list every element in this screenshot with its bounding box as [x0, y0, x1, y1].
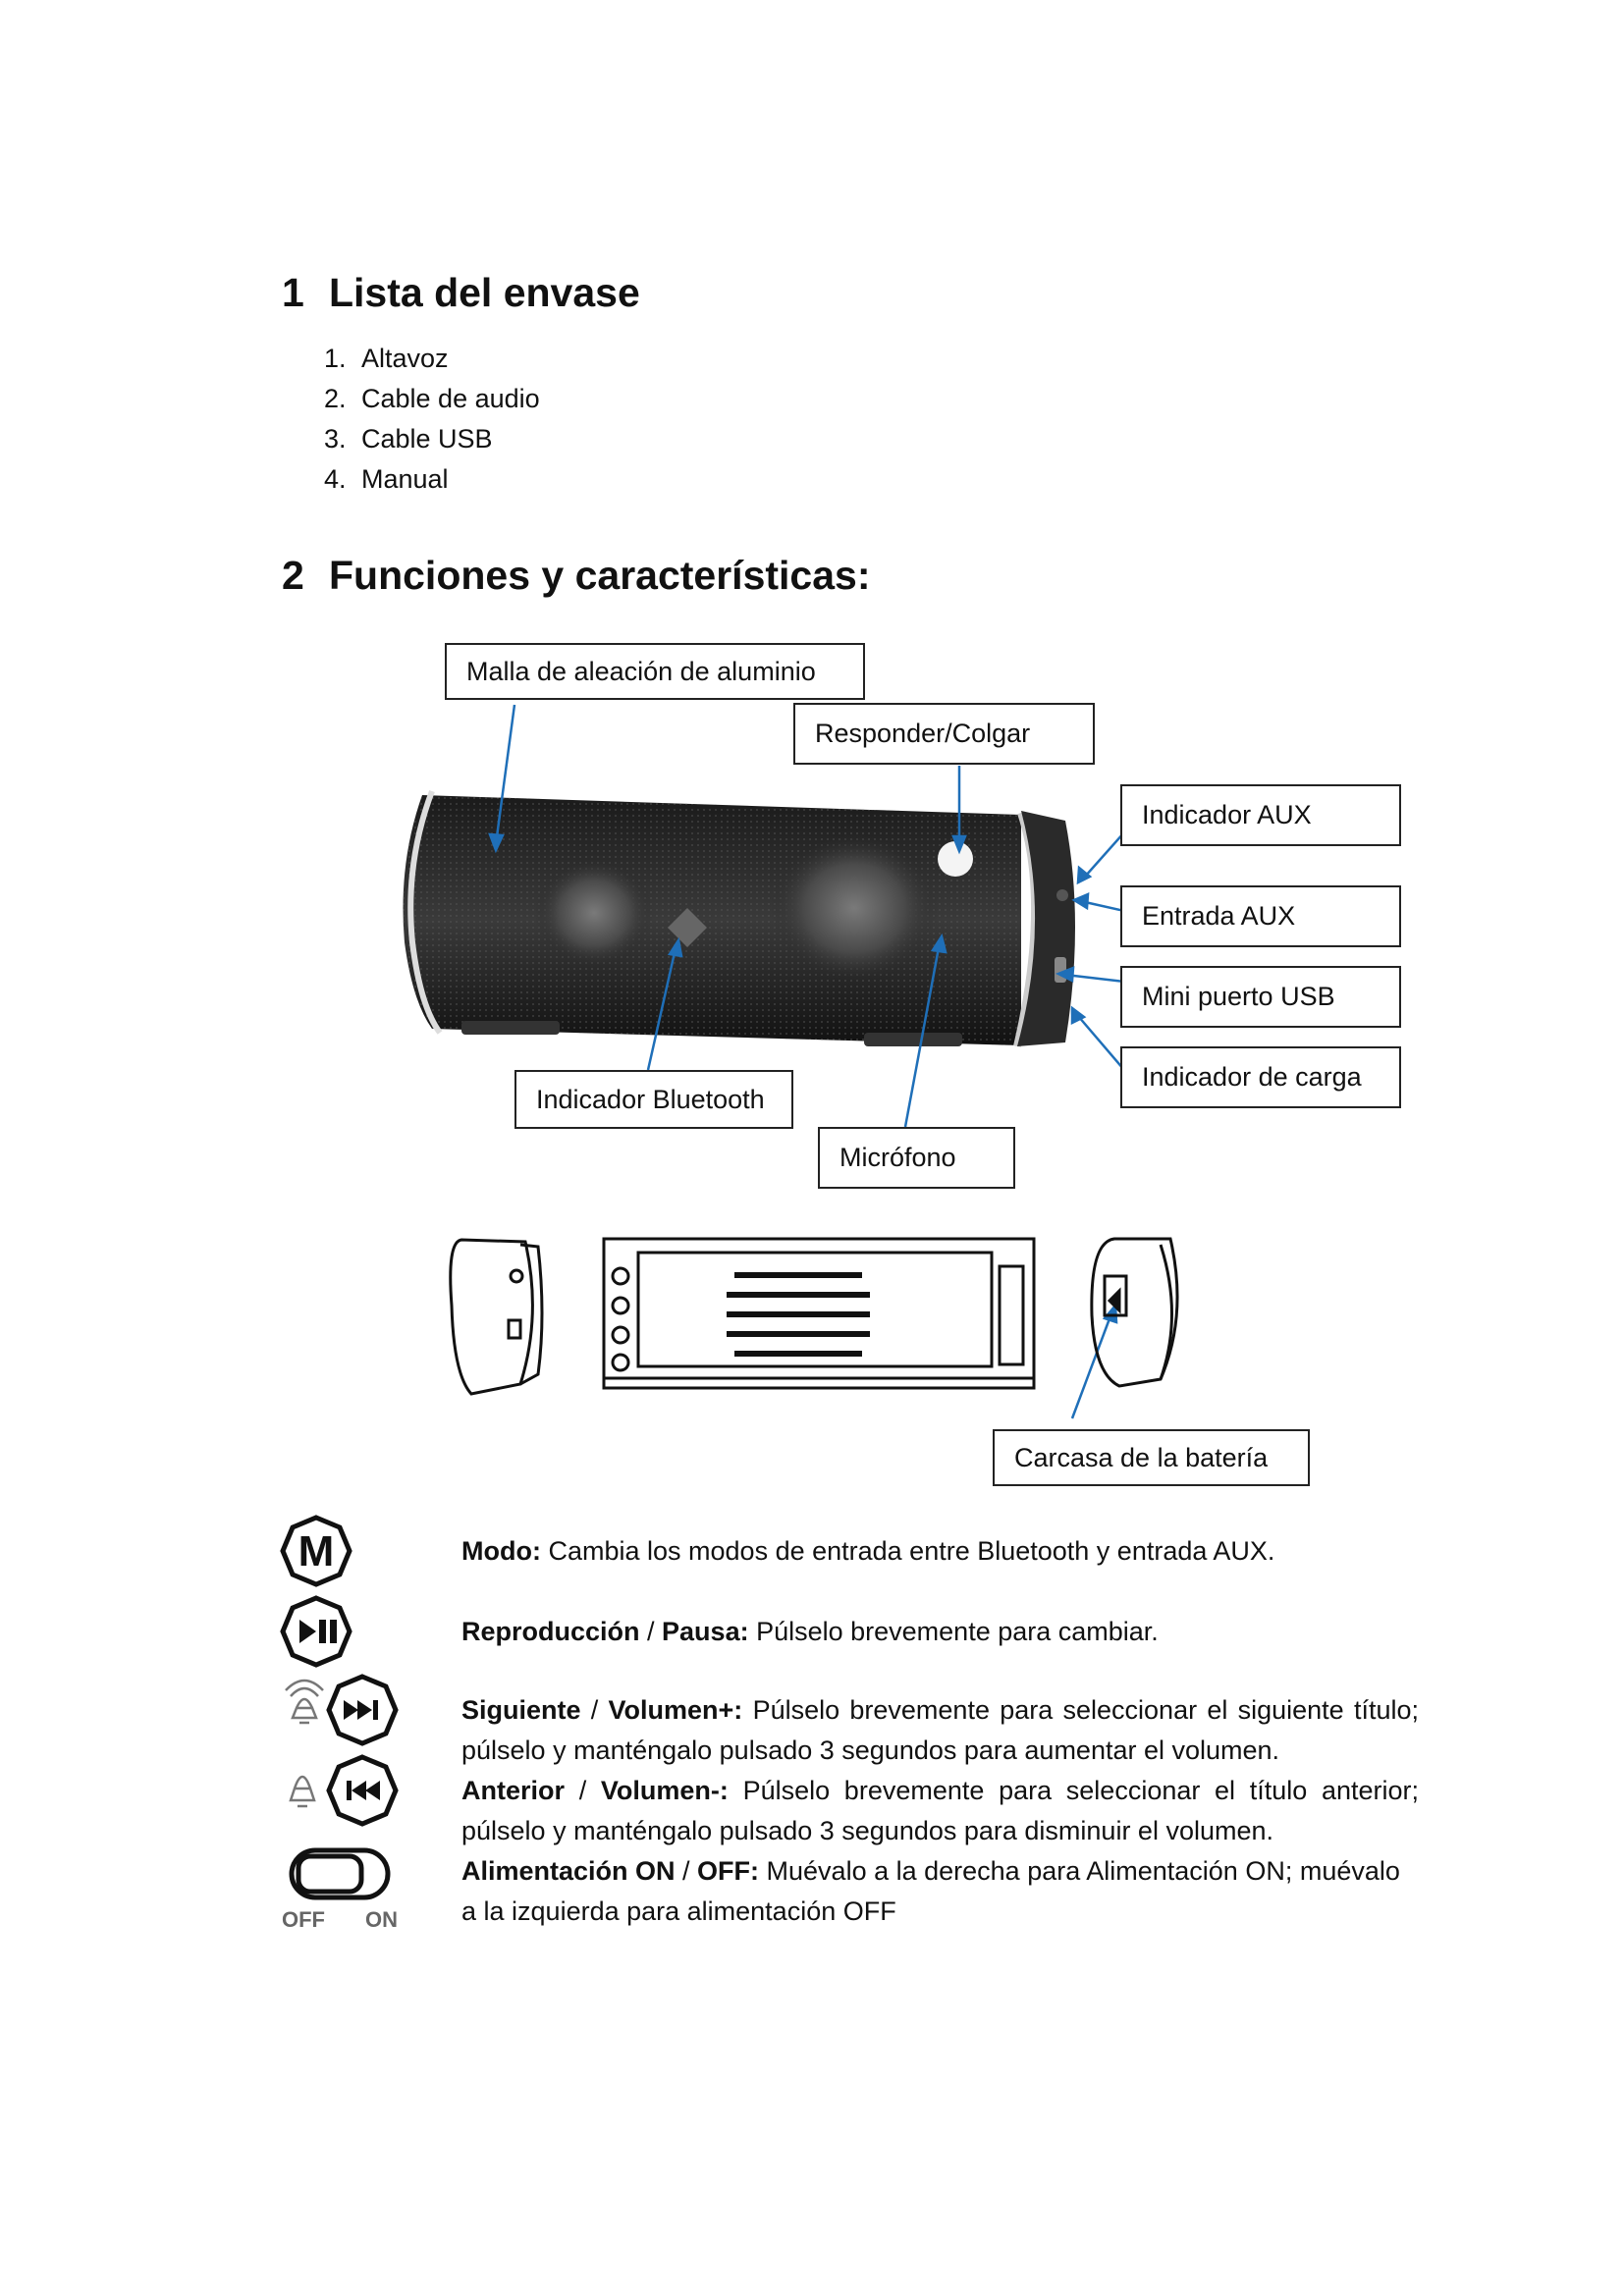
previous-text: Púlselo brevemente para seleccionar el título anterior; púlselo y manténgalo pulsado 3 segundos para disminuir el volumen. [461, 1776, 1419, 1845]
callout-text: Entrada AUX [1142, 901, 1296, 931]
next-button-icon [329, 1677, 396, 1743]
mode-text: Cambia los modos de entrada entre Bluetooth y entrada AUX. [540, 1536, 1275, 1566]
list-label: Manual [361, 464, 449, 494]
callout-text: Malla de aleación de aluminio [466, 656, 816, 686]
separator: / [580, 1695, 609, 1725]
callout-text: Indicador Bluetooth [536, 1084, 765, 1114]
callout-text: Indicador de carga [1142, 1062, 1362, 1092]
volume-down-label: Volumen-: [600, 1776, 729, 1805]
power-on-label: Alimentación ON [461, 1856, 676, 1886]
separator: / [639, 1617, 663, 1646]
play-pause-description [461, 1612, 1419, 1652]
callout-text: Micrófono [839, 1143, 956, 1172]
section1-number: 1 [282, 270, 304, 315]
list-label: Cable de audio [361, 384, 540, 413]
power-off-label: OFF: [697, 1856, 760, 1886]
list-label: Cable USB [361, 424, 493, 454]
mode-description [461, 1531, 1419, 1572]
next-label: Siguiente [461, 1695, 581, 1725]
next-description [461, 1690, 1419, 1771]
list-number: 1. [324, 344, 347, 373]
callout-text: Carcasa de la batería [1014, 1442, 1269, 1472]
play-pause-text: Púlselo brevemente para cambiar. [748, 1617, 1159, 1646]
power-text: Muévalo a la derecha para Alimentación ON; muévalo a la izquierda para alimentación OFF [461, 1856, 1400, 1926]
volume-down-bell-icon [291, 1777, 314, 1806]
separator: / [565, 1776, 601, 1805]
previous-description [461, 1771, 1419, 1851]
volume-up-bell-icon [286, 1681, 323, 1723]
separator: / [675, 1856, 698, 1886]
next-text: Púlselo brevemente para seleccionar el siguiente título; púlselo y manténgalo pulsado 3 segundos para aumentar el volumen. [461, 1695, 1419, 1765]
switch-on-label: ON [365, 1907, 398, 1932]
list-number: 4. [324, 464, 347, 494]
section2-title: Funciones y características: [329, 553, 871, 598]
list-label: Altavoz [361, 344, 449, 373]
list-number: 3. [324, 424, 347, 454]
pause-label: Pausa: [662, 1617, 749, 1646]
switch-off-label: OFF [282, 1907, 325, 1932]
callout-text: Responder/Colgar [815, 719, 1031, 748]
previous-label: Anterior [461, 1776, 566, 1805]
mode-label: Modo: [461, 1536, 541, 1566]
previous-button-icon [329, 1757, 396, 1824]
power-description [461, 1851, 1419, 1932]
section2-number: 2 [282, 553, 304, 598]
callout-text: Indicador AUX [1142, 800, 1312, 829]
play-label: Reproducción [461, 1617, 640, 1646]
volume-up-label: Volumen+: [608, 1695, 743, 1725]
callout-text: Mini puerto USB [1142, 982, 1335, 1011]
mode-icon-letter: M [298, 1527, 335, 1575]
power-switch-icon [292, 1850, 388, 1897]
play-pause-button-icon [283, 1598, 350, 1665]
mode-button-icon [283, 1518, 350, 1584]
list-number: 2. [324, 384, 347, 413]
section1-title: Lista del envase [329, 270, 640, 315]
